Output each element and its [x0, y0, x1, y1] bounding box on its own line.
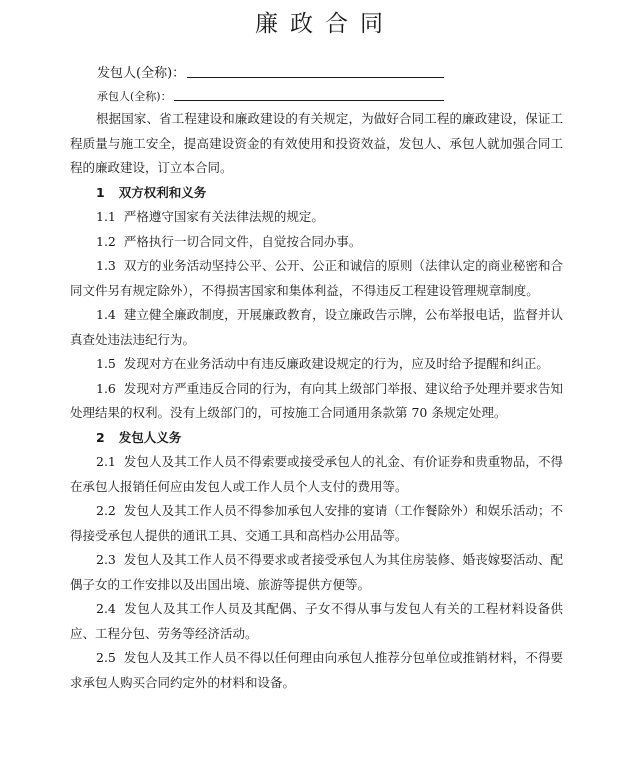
clause: 1.3 双方的业务活动坚持公平、公开、公正和诚信的原则（法律认定的商业秘密和合同文件另有规定除外），不得损害国家和集体利益，不得违反工程建设管理规章制度。 [70, 258, 563, 298]
contractor-name-line[interactable] [187, 76, 444, 78]
clause: 2.5 发包人及其工作人员不得以任何理由向承包人推荐分包单位或推销材料，不得要求承包人购买合同约定外的材料和设备。 [70, 650, 563, 690]
employer-name-line[interactable] [174, 99, 444, 101]
intro-paragraph: 根据国家、省工程建设和廉政建设的有关规定，为做好合同工程的廉政建设，保证工程质量与施工安全，提高建设资金的有效使用和投资效益，发包人、承包人就加强合同工程的廉政建设，订立本合同。 [70, 111, 563, 175]
clause: 1.6 发现对方严重违反合同的行为，有向其上级部门举报、建议给予处理并要求告知处理结果的权利。没有上级部门的，可按施工合同通用条款第 70 条规定处理。 [70, 380, 563, 420]
clause: 1.5 发现对方在业务活动中有违反廉政建设规定的行为，应及时给予提醒和纠正。 [96, 356, 549, 371]
contractor-label: 发包人(全称)： [97, 66, 186, 81]
employer-field [97, 88, 444, 104]
clause: 2.4 发包人及其工作人员及其配偶、子女不得从事与发包人有关的工程材料设备供应、工程分包、劳务等经济活动。 [70, 601, 563, 641]
employer-label: 承包人(全称)： [97, 90, 172, 103]
clause: 2.3 发包人及其工作人员不得要求或者接受承包人为其住房装修、婚丧嫁娶活动、配偶子女的工作安排以及出国出境、旅游等提供方便等。 [70, 552, 563, 592]
clause: 2.2 发包人及其工作人员不得参加承包人安排的宴请（工作餐除外）和娱乐活动；不得接受承包人提供的通讯工具、交通工具和高档办公用品等。 [70, 503, 563, 543]
contractor-field [97, 62, 444, 81]
clause: 1.4 建立健全廉政制度，开展廉政教育，设立廉政告示牌，公布举报电话，监督并认真查处违法违纪行为。 [70, 307, 563, 347]
clause: 2.1 发包人及其工作人员不得索要或接受承包人的礼金、有价证券和贵重物品，不得在承包人报销任何应由发包人或工作人员个人支付的费用等。 [70, 454, 563, 494]
clause: 1.1 严格遵守国家有关法律法规的规定。 [96, 209, 324, 224]
clause: 1.2 严格执行一切合同文件，自觉按合同办事。 [96, 233, 362, 249]
section-heading: 1 双方权利和义务 [96, 184, 207, 200]
contract-body [70, 107, 563, 695]
section-heading: 2 发包人义务 [96, 429, 182, 445]
document-title: 廉政合同 [255, 11, 395, 37]
